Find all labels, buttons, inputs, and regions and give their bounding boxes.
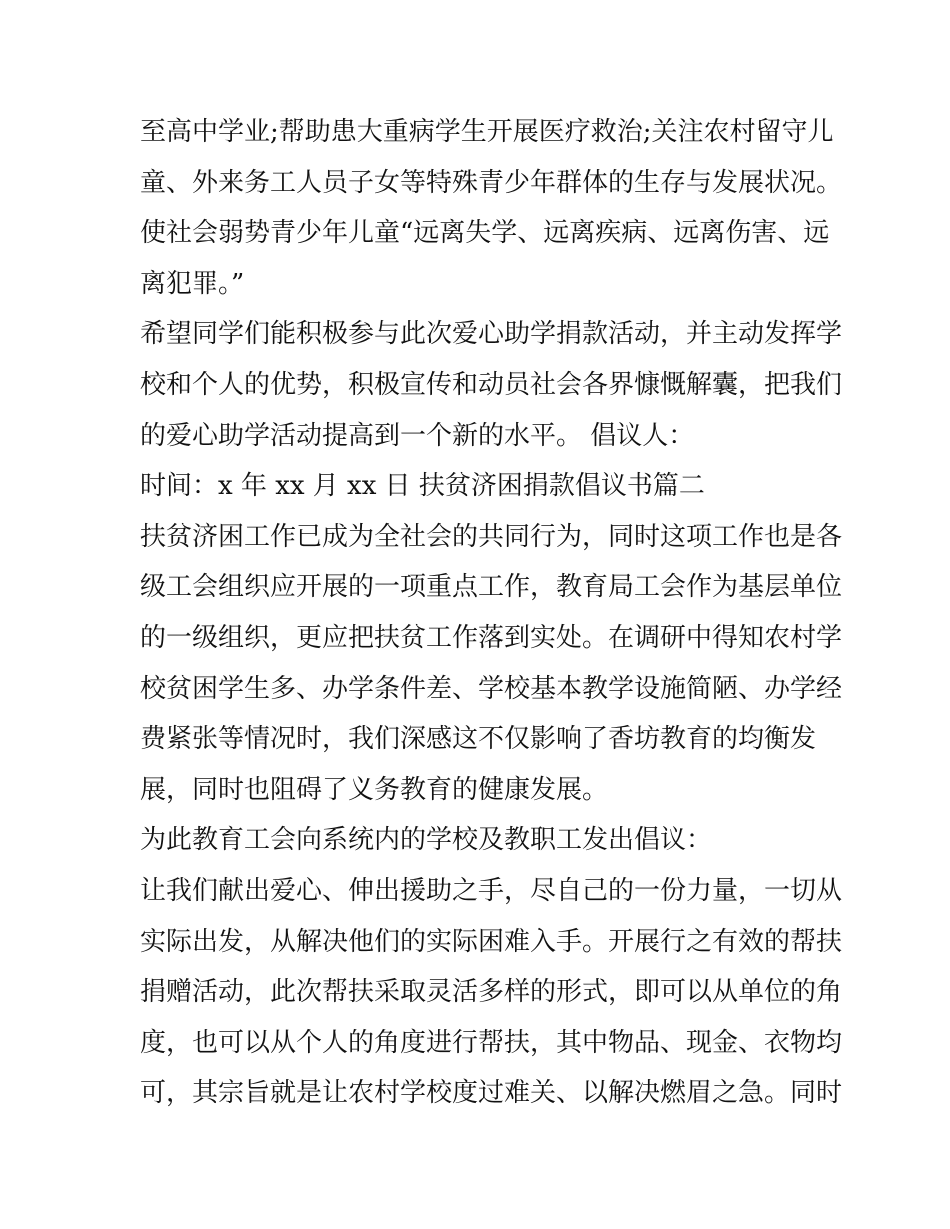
- text-line: 捐赠活动，此次帮扶采取灵活多样的形式，即可以从单位的角: [140, 977, 843, 1008]
- text-line: 离犯罪。”: [140, 268, 245, 299]
- text-line: 实际出发，从解决他们的实际困难入手。开展行之有效的帮扶: [140, 926, 843, 957]
- text-line: 费紧张等情况时，我们深感这不仅影响了香坊教育的均衡发: [140, 724, 817, 755]
- text-line: 校和个人的优势，积极宣传和动员社会各界慷慨解囊，把我们: [140, 369, 843, 400]
- text-line: 的一级组织，更应把扶贫工作落到实处。在调研中得知农村学: [140, 622, 843, 653]
- text-line: 可，其宗旨就是让农村学校度过难关、以解决燃眉之急。同时: [140, 1078, 843, 1109]
- text-line: 使社会弱势青少年儿童“远离失学、远离疾病、远离伤害、远: [140, 218, 830, 249]
- text-line: 至高中学业;帮助患大重病学生开展医疗救治;关注农村留守儿: [140, 117, 834, 147]
- text-line: 展，同时也阻碍了义务教育的健康发展。: [140, 774, 609, 805]
- text-line: 校贫困学生多、办学条件差、学校基本教学设施简陋、办学经: [140, 673, 843, 704]
- text-line: 时间：x 年 xx 月 xx 日 扶贫济困捐款倡议书篇二: [140, 471, 705, 502]
- text-line: 度，也可以从个人的角度进行帮扶，其中物品、现金、衣物均: [140, 1027, 843, 1058]
- text-line: 为此教育工会向系统内的学校及教职工发出倡议：: [140, 825, 713, 856]
- text-line: 让我们献出爱心、伸出援助之手，尽自己的一份力量，一切从: [140, 875, 843, 906]
- text-line: 的爱心助学活动提高到一个新的水平。 倡议人：: [140, 420, 695, 451]
- text-line: 扶贫济困工作已成为全社会的共同行为，同时这项工作也是各: [140, 521, 843, 552]
- document-body: [140, 107, 843, 1119]
- text-line: 希望同学们能积极参与此次爱心助学捐款活动，并主动发挥学: [140, 319, 843, 350]
- text-line: 级工会组织应开展的一项重点工作，教育局工会作为基层单位: [140, 572, 843, 603]
- text-line: 童、外来务工人员子女等特殊青少年群体的生存与发展状况。: [140, 167, 843, 198]
